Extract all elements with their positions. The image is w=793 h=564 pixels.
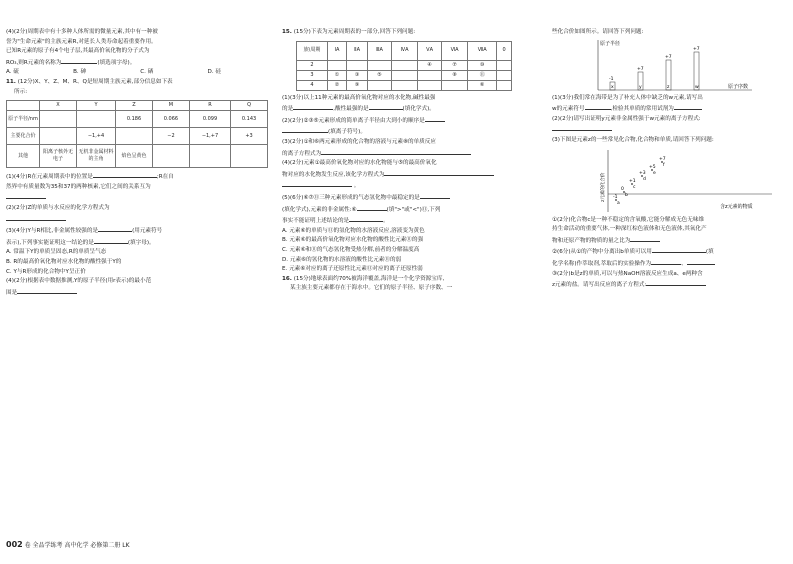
text-line: (2)(2分)②③⑤元素形成的简单离子半径由大到小的顺序是: [282, 117, 425, 124]
question-number: 16.: [282, 275, 292, 282]
table-cell: ⑥: [468, 80, 497, 90]
point-value-label: +7: [659, 156, 666, 162]
text-line: (2)(2分)Z的单质与水反应的化学方程式为: [6, 204, 110, 211]
answer-blank[interactable]: [552, 124, 612, 131]
point-name-label: c: [633, 184, 636, 190]
text-line: B. 元素⑥的最高价氧化物对应水化物的酸性比元素⑪的强: [282, 237, 424, 244]
bar-name-label: z: [667, 84, 670, 90]
table-cell: 阳离子核外无电子: [40, 145, 77, 168]
text-line: 化学名称)作萃取剂,萃取后的实验操作为: [552, 260, 652, 267]
text-line: (4)(2分)元素①最高价氧化物对应的水化物能与⑤的最高价氧化: [282, 160, 437, 167]
table-cell: [153, 145, 190, 168]
answer-blank[interactable]: [420, 192, 450, 199]
text-line: ;R在自: [156, 174, 174, 181]
text-line: (用元素符号: [132, 228, 163, 235]
table-cell: 主要化合价: [7, 128, 40, 145]
table-cell: ④: [418, 60, 442, 70]
page-footer: [6, 540, 130, 549]
text-line: RO₃,则R元素的名称为: [6, 59, 62, 66]
element-info-table: [6, 100, 268, 168]
table-cell: 2: [297, 60, 328, 70]
table-cell: 原子半径/nm: [7, 111, 40, 128]
table-cell: [368, 80, 392, 90]
text-line: (3)(2分)①和⑥两元素形成的化合物的溶液与元素⑧的单质反应: [282, 138, 436, 145]
table-row: [7, 111, 268, 128]
text-line: (填: [705, 249, 714, 256]
table-cell: ⅣA: [391, 41, 417, 60]
table-cell: [418, 70, 442, 80]
table-cell: −1,+7: [189, 128, 230, 145]
text-line: (1)(4分)R在元素周期表中的位置是: [6, 174, 93, 181]
table-cell: 无机非金属材料的主角: [77, 145, 116, 168]
periodic-table-fragment: [296, 41, 512, 91]
question-text: 所示:: [14, 88, 28, 95]
text-line: 围是: [6, 289, 18, 296]
table-cell: 0.143: [231, 111, 268, 128]
column-right: [552, 28, 788, 291]
table-cell: [497, 60, 512, 70]
point-group: [613, 156, 666, 206]
text-line: 誉为"生命元素"的主族元素R,对延长人类寿命起着重要作用。: [6, 38, 157, 45]
text-line: C. 元素⑥和⑪的气态氢化物受热分解,前者的分解温度高: [282, 246, 420, 253]
text-line: ,检验其单质的常用试剂为: [610, 106, 674, 113]
question-text: (15分)下表为元素周期表的一部分,回答下列问题:: [293, 29, 416, 35]
text-line: (填化学式),元素的非金属性:⑥: [282, 206, 357, 213]
table-cell: ⅤA: [418, 41, 442, 60]
table-cell: [231, 145, 268, 168]
point-value-label: +5: [649, 164, 656, 170]
point-name-label: f: [663, 162, 665, 168]
table-row: [7, 145, 268, 168]
table-cell: [328, 60, 347, 70]
bar-value-label: +7: [665, 54, 672, 60]
bar-name-label: x: [611, 84, 614, 90]
option[interactable]: D. 硅: [207, 69, 221, 76]
point-value-label: +1: [629, 178, 636, 184]
question-text: (15分)地球表面约70%被海洋覆盖,海洋是一个化学资源宝库,: [293, 275, 445, 282]
table-cell: ⑨: [346, 80, 367, 90]
table-cell: [189, 145, 230, 168]
point-value-label: 0: [621, 186, 624, 192]
valence-chart: [602, 146, 782, 216]
answer-blank[interactable]: [349, 215, 383, 222]
table-row: [297, 60, 512, 70]
table-cell: [40, 111, 77, 128]
table-cell: 其他: [7, 145, 40, 168]
table-cell: 0: [497, 41, 512, 60]
x-axis-label: 原子序数: [728, 83, 749, 90]
point-name-label: e: [653, 170, 656, 176]
table-cell: [441, 80, 467, 90]
answer-blank[interactable]: [6, 192, 46, 199]
radius-chart-svg: [592, 38, 762, 94]
text-line: 持生命活动的重要气体,一种深红棕色液体和无色液体,其氧化产: [552, 226, 707, 233]
table-cell: [391, 60, 417, 70]
text-line: ,酸性最强的是: [333, 106, 369, 113]
text-line: z元素的盐。请写出反应的离子方程式:: [552, 282, 647, 289]
text-line: 然界中有质量数为35和37的两种核素,它们之间的关系互为: [6, 183, 151, 190]
text-line: (填选项字母)。: [97, 59, 136, 66]
table-cell: ⑧: [441, 70, 467, 80]
answer-blank[interactable]: [293, 103, 333, 110]
text-line: A. 元素⑥的单质与⑪的氢化物的水溶液反应,溶液变为黄色: [282, 227, 425, 234]
text-line: (5)(6分)⑥⑦⑪三种元素形成的气态氢化物中最稳定的是: [282, 194, 420, 201]
text-line: A. 常温下Y的单质呈固态,R的单质呈气态: [6, 249, 107, 256]
bar-value-label: +7: [637, 66, 644, 72]
answer-blank[interactable]: [651, 258, 681, 265]
point-name-label: b: [625, 192, 628, 198]
answer-blank[interactable]: [61, 57, 97, 64]
bar-value-label: -1: [609, 76, 614, 82]
text-line: B. R的最高价氧化物对应水化物的酸性强于Y的: [6, 258, 122, 265]
table-cell: [346, 60, 367, 70]
table-cell: ⅠA: [328, 41, 347, 60]
table-cell: ③: [346, 70, 367, 80]
answer-blank[interactable]: [369, 103, 403, 110]
table-cell: Y: [77, 101, 116, 111]
answer-blank[interactable]: [384, 169, 494, 176]
text-line: (3)(4分)Y与R相比,非金属性较强的是: [6, 228, 99, 235]
table-cell: 族\周期: [297, 41, 328, 60]
answer-blank[interactable]: [94, 237, 128, 244]
text-line: D. 元素⑥的氢化物的水溶液的酸性比元素⑪的弱: [282, 256, 402, 263]
y-axis-label: z元素的化合价: [601, 172, 606, 202]
table-cell: [418, 80, 442, 90]
table-row: [297, 41, 512, 60]
answer-blank[interactable]: [585, 103, 611, 110]
bar-value-label: +7: [693, 46, 700, 52]
text-line: 物和还原产物的物质的量之比为: [552, 237, 631, 244]
table-cell: +3: [231, 128, 268, 145]
text-line: 些化合价如图所示。请回答下列问题:: [552, 29, 644, 35]
text-line: 。: [383, 218, 389, 225]
text-line: 的是: [282, 106, 294, 113]
table-cell: R: [189, 101, 230, 111]
table-cell: [497, 80, 512, 90]
table-cell: [40, 128, 77, 145]
text-line: (4)(2分)周期表中有十多种人体所需的微量元素,其中有一种被: [6, 29, 158, 35]
text-line: (3)下图是元素z的一些常见化合物,化合物和单质,请回答下列问题:: [552, 136, 714, 143]
answer-blank[interactable]: [98, 225, 132, 232]
y-axis-label: 原子半径: [600, 40, 621, 47]
text-line: ①(2分)化合物c是一种不稳定的含氧酸,它能分解成无色无味维: [552, 216, 705, 223]
bar-group: [609, 46, 700, 90]
text-line: (填化学式)。: [402, 106, 435, 113]
options-row: [6, 68, 221, 78]
text-line: (填">"或"<")⑪,下列: [386, 206, 441, 213]
answer-blank[interactable]: [674, 103, 702, 110]
table-row: [297, 70, 512, 80]
table-cell: 4: [297, 80, 328, 90]
table-cell: [391, 80, 417, 90]
radius-chart: [592, 38, 762, 94]
table-cell: M: [153, 101, 190, 111]
text-line: 已知R元素的原子有4个电子层,其最高价氧化物的分子式为: [6, 48, 150, 55]
table-row: [297, 80, 512, 90]
table-row: [7, 128, 268, 145]
text-line: ②(6分)从①的产物中分离出b单质可以用: [552, 249, 652, 256]
point-value-label: +3: [639, 170, 646, 176]
question-text: 某主族主要元素都存在于海水中。它们的原子半径、原子序数、一: [290, 285, 453, 292]
option[interactable]: C. 硒: [140, 69, 154, 76]
answer-blank[interactable]: [630, 235, 660, 242]
table-cell: ②: [328, 80, 347, 90]
x-axis-label: 含z元素的物质: [720, 203, 753, 210]
point-name-label: a: [617, 200, 620, 206]
text-line: 的离子方程式为: [282, 150, 322, 157]
point-name-label: d: [643, 176, 646, 182]
answer-blank[interactable]: [321, 148, 471, 155]
text-line: 、: [681, 260, 687, 267]
answer-blank[interactable]: [357, 204, 387, 211]
text-line: (1)(3分)以上11种元素的最高价氧化物对应的水化物,碱性最强: [282, 94, 436, 101]
option[interactable]: A. 硫: [6, 69, 19, 76]
option[interactable]: B. 砷: [73, 69, 87, 76]
question-number: 11.: [6, 78, 16, 85]
answer-blank[interactable]: [425, 115, 445, 122]
text-line: (1)(3分)我们常在海带是为了补充人体中缺乏的w元素,请写出: [552, 94, 703, 101]
page-number: 002: [6, 540, 23, 549]
table-cell: Z: [116, 101, 153, 111]
column-middle: 15. (15分)下表为元素周期表的一部分,回答下列问题: 族\周期 ⅠA ⅡA ⅢA ⅣA ⅤA ⅥA ⅦA 0 2 ④ ⑦ ⑩ 3 ① ③ ⑤ ⑧ ⑪ 4 ② ⑨ ⑥ (1)(3分)以上11种元素的最高价氧化物对应的水化物,碱性最强 的是 ,酸性最强的是 (填化学式)。 (2)(2分)②③⑤元素形成的简单离子半径由大到小的顺序是 (填离子符号)。 (3)(2分)①和⑥两元素形成的化合物的溶液与元素⑧的单质反应 的离子方程式为 (4)(2分)元素①最高价氧化物对应的水化物能与⑤的最高价氧化 物对应的水化物发生反应,该化学方程式为 。 (5)(6分)⑥⑦⑪三种元素形成的气态氢化物中最稳定的是 (填化学式),元素的非金属性:⑥ (填">"或"<")⑪,下列 事实不能证明上述结论的是 。 A. 元素⑥的单质与⑪的氢化物的水溶液反应,溶液变为黄色 B. 元素⑥的最高价氧化物对应水化物的酸性比元素⑪的强 C. 元素⑥和⑪的气态氢化物受热分解,前者的分解温度高 D. 元素⑥的氢化物的水溶液的酸性比元素⑪的弱 E. 元素⑥对应的离子还原性比元素⑪对应的离子还原性弱 16. (15分)地球表面约70%被海洋覆盖,海洋是一个化学资源宝库, 某主族主要元素都存在于海水中。它们的原子半径、原子序数、一: [282, 28, 532, 294]
table-cell: ①: [328, 70, 347, 80]
answer-blank[interactable]: [646, 279, 706, 286]
text-line: 表示),下列事实能证明这一结论的是: [6, 239, 94, 246]
valence-chart-svg: [602, 146, 782, 216]
table-cell: 焰色呈黄色: [116, 145, 153, 168]
table-cell: ⑦: [441, 60, 467, 70]
text-line: (填离子符号)。: [328, 129, 366, 136]
table-cell: X: [40, 101, 77, 111]
text-line: (2)(2分)请写出证明y元素非金属性强于w元素的离子方程式:: [552, 115, 701, 122]
question-text: (12分)X、Y、Z、M、R、Q是短周期主族元素,部分信息如下表: [17, 78, 173, 85]
answer-blank[interactable]: [282, 126, 328, 133]
text-line: 事实不能证明上述结论的是: [282, 218, 350, 225]
table-cell: [116, 128, 153, 145]
answer-blank[interactable]: [652, 246, 706, 253]
table-cell: ⅢA: [368, 41, 392, 60]
table-cell: [7, 101, 40, 111]
table-cell: Q: [231, 101, 268, 111]
table-cell: ⑪: [468, 70, 497, 80]
answer-blank[interactable]: [687, 258, 715, 265]
table-cell: 0.066: [153, 111, 190, 128]
column-left: [6, 28, 270, 298]
text-line: w的元素符号: [552, 106, 585, 113]
table-cell: −2: [153, 128, 190, 145]
text-line: C. Y与R形成的化合物中Y呈正价: [6, 268, 86, 275]
answer-blank[interactable]: [282, 180, 352, 187]
table-cell: [391, 70, 417, 80]
table-cell: ⅥA: [441, 41, 467, 60]
table-cell: ⑤: [368, 70, 392, 80]
table-cell: ⅦA: [468, 41, 497, 60]
table-cell: ⑩: [468, 60, 497, 70]
text-line: (4)(2分)根据表中数据推测,Y的原子半径(用r表示)的最小范: [6, 278, 152, 285]
table-cell: −1,+4: [77, 128, 116, 145]
table-cell: ⅡA: [346, 41, 367, 60]
bar-name-label: y: [639, 84, 642, 90]
table-cell: [368, 60, 392, 70]
question-number: 15.: [282, 29, 292, 35]
table-cell: [77, 111, 116, 128]
table-cell: [497, 70, 512, 80]
text-line: (填字母)。: [127, 239, 155, 246]
answer-blank[interactable]: [93, 171, 157, 178]
bar-name-label: w: [695, 84, 699, 90]
footer-text: 卷 全品学练考 高中化学 必修第二册 LK: [24, 542, 130, 549]
text-line: E. 元素⑥对应的离子还原性比元素⑪对应的离子还原性弱: [282, 266, 423, 273]
answer-blank[interactable]: [6, 214, 66, 221]
table-cell: 0.186: [116, 111, 153, 128]
table-row: [7, 101, 268, 111]
text-line: 物对应的水化物发生反应,该化学方程式为: [282, 171, 385, 178]
point-value-label: -1: [613, 194, 618, 200]
answer-blank[interactable]: [17, 287, 77, 294]
table-cell: 0.099: [189, 111, 230, 128]
text-line: ③(2分)b是z的单质,可以与热NaOH溶液反应生成a、e两种含: [552, 270, 703, 277]
table-cell: 3: [297, 70, 328, 80]
